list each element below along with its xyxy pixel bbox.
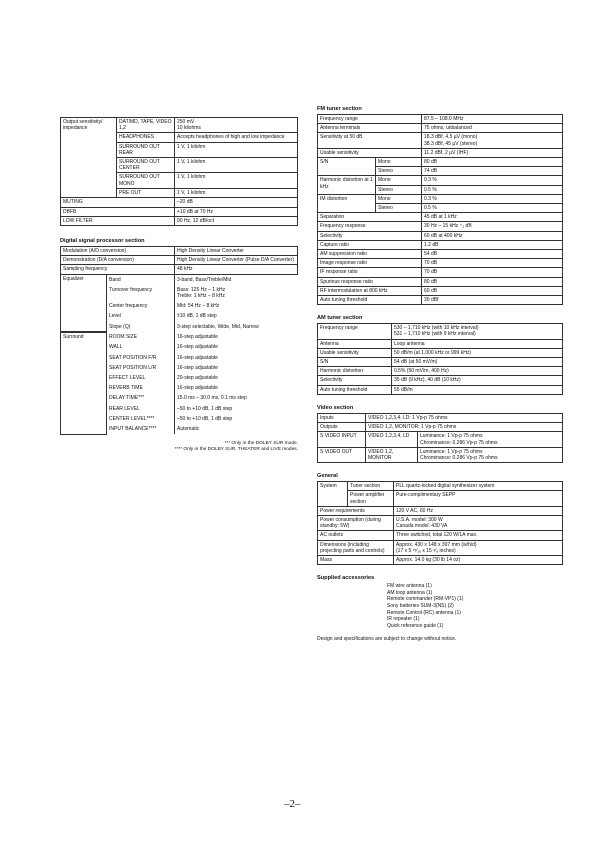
table-row xyxy=(318,367,563,376)
spec-label: S/N xyxy=(318,158,376,176)
spec-label: Modulation (A/D conversion) xyxy=(61,247,175,256)
spec-sub-label: Mono xyxy=(376,158,422,167)
spec-value: VIDEO 1,2, MONITOR: 1 Vp-p 75 ohms xyxy=(366,423,563,432)
spec-value: 54 dB xyxy=(422,250,563,259)
spec-value: 48 kHz xyxy=(175,265,298,274)
spec-label: Auto tuning threshold xyxy=(318,385,392,394)
spec-label: IF response ratio xyxy=(318,268,422,277)
spec-label: S/N xyxy=(318,358,392,367)
spec-label: Spurious response ratio xyxy=(318,277,422,286)
general-section-title: General xyxy=(317,473,338,480)
accessory-item: Remote commander (RM-VP1) (1) xyxy=(387,596,464,603)
accessory-item: IR repeater (1) xyxy=(387,616,420,623)
table-row xyxy=(318,385,563,394)
table-row xyxy=(318,296,563,305)
spec-label: MUTING xyxy=(61,198,175,207)
spec-value: High Density Linear Converter (Pulse D/A Converter) xyxy=(175,256,298,265)
spec-sub-label: Center frequency xyxy=(109,303,148,310)
table-row xyxy=(318,277,563,286)
spec-label: S VIDEO INPUT xyxy=(318,432,366,447)
spec-value: 50 dB/m (at 1,000 kHz or 999 kHz) xyxy=(392,348,563,357)
spec-label: Capture ratio xyxy=(318,240,422,249)
spec-label: Harmonic distortion xyxy=(318,367,392,376)
spec-value: Mid: 54 Hz – 8 kHz xyxy=(175,301,299,311)
spec-value: 16-step adjustable xyxy=(175,332,299,342)
spec-value: 54 dB (at 50 mV/m) xyxy=(392,358,563,367)
table-row xyxy=(61,256,298,265)
spec-value: 70 dB xyxy=(422,268,563,277)
dsp-table xyxy=(60,246,298,275)
spec-value: –50 to +10 dB, 1 dB step xyxy=(175,404,299,414)
table-row xyxy=(61,265,298,274)
table-row xyxy=(61,275,299,285)
equalizer-label: Equalizer xyxy=(61,275,107,332)
spec-label: Sensitivity at 50 dB xyxy=(318,133,422,148)
spec-value: –20 dB xyxy=(175,198,298,207)
video-section-title: Video section xyxy=(317,404,354,411)
table-row xyxy=(318,240,563,249)
spec-value: 16-step adjustable xyxy=(175,342,299,352)
fm-section-title: FM tuner section xyxy=(317,106,362,112)
table-row xyxy=(61,247,298,256)
spec-value: 1 V, 1 kilohm xyxy=(175,173,298,188)
accessory-item: Sony batteries SUM-3(NS) (2) xyxy=(387,602,454,609)
fm-table xyxy=(317,114,563,305)
table-row xyxy=(318,413,563,422)
spec-sub-label: Stereo xyxy=(376,167,422,176)
am-table xyxy=(317,323,563,395)
spec-sub-label: SURROUND OUT CENTER xyxy=(117,158,175,173)
accessories-title: Supplied accessories xyxy=(317,575,375,582)
spec-value: Automatic xyxy=(175,424,299,434)
table-row xyxy=(61,216,298,225)
dsp-section-title: Digital signal processor section xyxy=(60,238,145,245)
right-column xyxy=(317,106,563,642)
table-row xyxy=(318,324,563,339)
spec-value: 55 dB/m xyxy=(392,385,563,394)
page-number: –2– xyxy=(284,798,301,810)
table-row xyxy=(318,158,563,167)
table-row xyxy=(318,491,563,506)
video-table xyxy=(317,413,563,463)
spec-value: 20-step adjustable xyxy=(175,373,299,383)
spec-sub-label: ROOM SIZE xyxy=(109,334,138,341)
table-row xyxy=(318,222,563,231)
spec-sub-label: Level xyxy=(109,313,121,320)
accessory-item: Quick reference guide (1) xyxy=(387,622,444,629)
table-row xyxy=(318,348,563,357)
table-row xyxy=(318,231,563,240)
spec-value: 60 dB xyxy=(422,286,563,295)
spec-sub-label: SEAT POSITION L/R xyxy=(109,364,157,371)
spec-value: 1 V, 1 kilohm xyxy=(175,142,298,157)
accessories-list xyxy=(387,583,563,629)
spec-sub-label: VIDEO 1,2,3,4, LD xyxy=(366,432,418,447)
spec-label: Mass xyxy=(318,555,394,564)
spec-label: RF intermodulation at 800 kHz xyxy=(318,286,422,295)
surround-table xyxy=(60,332,298,435)
spec-value: 87.5 – 108.0 MHz xyxy=(422,115,563,124)
spec-value: 16-step adjustable xyxy=(175,383,299,393)
spec-label: Dimensions (including projecting parts and controls) xyxy=(318,540,394,555)
spec-value: 75 ohms, unbalanced xyxy=(422,124,563,133)
spec-sub-label: CENTER LEVEL**** xyxy=(109,415,155,422)
am-section-title: AM tuner section xyxy=(317,315,363,322)
spec-sub-label: REAR LEVEL xyxy=(109,405,140,412)
spec-value: +10 dB at 70 Hz xyxy=(175,207,298,216)
spec-value: 90 Hz, 12 dB/oct xyxy=(175,216,298,225)
spec-label: Demonstration (D/A conversion) xyxy=(61,256,175,265)
spec-label: S VIDEO OUT xyxy=(318,447,366,462)
spec-label: Antenna xyxy=(318,339,392,348)
spec-label: Power requirements xyxy=(318,506,394,515)
spec-sub-label: Power amplifier section xyxy=(348,491,394,506)
spec-sub-label: Turnover frequency xyxy=(109,286,153,293)
table-row xyxy=(61,198,298,207)
table-row xyxy=(318,194,563,203)
spec-sub-label: Band xyxy=(109,276,121,283)
table-row xyxy=(318,213,563,222)
spec-value: Bass: 125 Hz – 1 kHz Treble: 1 kHz – 8 kHz xyxy=(175,285,299,301)
spec-value: ±10 dB, 1 dB step xyxy=(175,311,299,321)
spec-label: LOW FILTER xyxy=(61,216,175,225)
table-row xyxy=(318,540,563,555)
spec-label: Frequency range xyxy=(318,324,392,339)
table-row xyxy=(318,482,563,491)
spec-value: 1.2 dB xyxy=(422,240,563,249)
spec-label: Harmonic distortion at 1 kHz xyxy=(318,176,376,194)
spec-sub-label: INPUT BALANCE**** xyxy=(109,426,157,433)
spec-value: 120 V AC, 60 Hz xyxy=(394,506,563,515)
spec-label: Antenna terminals xyxy=(318,124,422,133)
spec-value: Pure-complimentary SEPP xyxy=(394,491,563,506)
spec-sub-label: Stereo xyxy=(376,185,422,194)
table-row xyxy=(318,376,563,385)
spec-value: 0.5 % xyxy=(422,204,563,213)
spec-value: 530 – 1,710 kHz (with 10 kHz interval) 531 – 1,710 kHz (with 9 kHz interval) xyxy=(392,324,563,339)
table-row xyxy=(318,423,563,432)
accessory-item: AM loop antenna (1) xyxy=(387,589,433,596)
disclaimer: Design and specifications are subject to change without notice. xyxy=(317,636,457,643)
spec-sub-label: WALL xyxy=(109,344,123,351)
left-column xyxy=(60,117,298,454)
table-row xyxy=(318,250,563,259)
spec-sub-label: DELAY TIME*** xyxy=(109,395,145,402)
spec-sub-label: Mono xyxy=(376,176,422,185)
spec-label: Usable sensitivity xyxy=(318,148,422,157)
spec-value: 45 dB at 1 kHz xyxy=(422,213,563,222)
spec-label: Auto tuning threshold xyxy=(318,296,422,305)
spec-value: U.S.A. model: 300 W Canada model: 430 VA xyxy=(394,515,563,530)
output-label: Output sensitivity/ impedance xyxy=(61,118,117,198)
spec-value: 60 dB at 400 kHz xyxy=(422,231,563,240)
spec-value: VIDEO 1,2,3,4, LD: 1 Vp-p 75 ohms xyxy=(366,413,563,422)
table-row xyxy=(318,115,563,124)
spec-value: Approx. 14.0 kg (30 lb 14 oz) xyxy=(394,555,563,564)
spec-value: –50 to +10 dB, 1 dB step xyxy=(175,414,299,424)
footnote-dolby-modes: **** Only in the DOLBY SUR, THEATER and LIVE modes. xyxy=(174,447,298,453)
table-row xyxy=(318,124,563,133)
spec-label: Image response ratio xyxy=(318,259,422,268)
spec-value: PLL quartz-locked digital synthesizer system xyxy=(394,482,563,491)
spec-value: 16-step adjustable xyxy=(175,363,299,373)
spec-value: 35 dB (9 kHz), 40 dB (10 kHz) xyxy=(392,376,563,385)
table-row xyxy=(318,515,563,530)
table-row xyxy=(318,555,563,564)
table-row xyxy=(318,286,563,295)
output-table xyxy=(60,117,298,198)
spec-sub-label: Tuner section xyxy=(348,482,394,491)
table-row xyxy=(318,432,563,447)
spec-label: Frequency response xyxy=(318,222,422,231)
spec-sub-label: REVERB TIME xyxy=(109,385,143,392)
table-row xyxy=(318,447,563,462)
spec-sub-label: DAT/MD, TAPE, VIDEO 1,2 xyxy=(117,118,175,133)
spec-label: DBFB xyxy=(61,207,175,216)
surround-label: Surround xyxy=(61,332,107,434)
spec-label: Selectivity xyxy=(318,231,422,240)
table-row xyxy=(61,118,298,133)
spec-value: Approx. 430 x 148 x 397 mm (w/h/d) (17 x 5 ¹⁵⁄₁₆ x 15 ⁵⁄₈ inches) xyxy=(394,540,563,555)
spec-value: High Density Linear Converter xyxy=(175,247,298,256)
spec-value: 1 V, 1 kilohm xyxy=(175,158,298,173)
spec-value: 18.3 dBf, 4.5 µV (mono) 38.3 dBf, 45 µV (stereo) xyxy=(422,133,563,148)
general-table xyxy=(317,481,563,565)
accessory-item: Remote Control (RC) antenna (1) xyxy=(387,609,461,616)
spec-label: Sampling frequency xyxy=(61,265,175,274)
spec-value: Loop antenna xyxy=(392,339,563,348)
spec-value: 250 mV 10 kilohms xyxy=(175,118,298,133)
spec-label: Frequency range xyxy=(318,115,422,124)
spec-sub-label: SURROUND OUT MONO xyxy=(117,173,175,188)
system-label: System xyxy=(318,482,348,507)
spec-label: Power consumption (during standby: 5W) xyxy=(318,515,394,530)
spec-value: 0.3 % xyxy=(422,176,563,185)
spec-value: 70 dB xyxy=(422,259,563,268)
table-row xyxy=(318,339,563,348)
table-row xyxy=(318,268,563,277)
accessory-item: FM wire antenna (1) xyxy=(387,583,432,590)
spec-label: AC outlets xyxy=(318,531,394,540)
spec-value: 30 dBf xyxy=(422,296,563,305)
spec-value: 3-step selectable, Wide, Mid, Narrow xyxy=(175,322,299,332)
spec-sub-label: EFFECT LEVEL xyxy=(109,375,146,381)
spec-value: 74 dB xyxy=(422,167,563,176)
spec-label: Separation xyxy=(318,213,422,222)
spec-value: 15.0 ms – 30.0 ms, 0.1 ms step xyxy=(175,393,299,403)
spec-value: Luminance: 1 Vp-p 75 ohms Chrominance: 0.286 Vp-p 75 ohms xyxy=(418,432,563,447)
table-row xyxy=(318,259,563,268)
spec-sub-label: VIDEO 1,2, MONITOR xyxy=(366,447,418,462)
spec-label: AM suppression ratio xyxy=(318,250,422,259)
spec-sub-label: Mono xyxy=(376,194,422,203)
spec-value: 16-step adjustable xyxy=(175,353,299,363)
spec-value: 11.2 dBf, 2 µV (IHF) xyxy=(422,148,563,157)
spec-value: 0.5% (50 mV/m, 400 Hz) xyxy=(392,367,563,376)
spec-value: Accepts headphones of high and low impedance xyxy=(175,133,298,142)
spec-sub-label: SEAT POSITION F/R xyxy=(109,354,157,361)
spec-sub-label: HEADPHONES xyxy=(117,133,175,142)
spec-value: 30 Hz – 15 kHz ⁺₂ dB xyxy=(422,222,563,231)
spec-value: 0.5 % xyxy=(422,185,563,194)
spec-value: 3-band, Bass/Treble/Mid xyxy=(175,275,299,285)
table-row xyxy=(318,531,563,540)
spec-value: Three switched, total 120 W/1A max. xyxy=(394,531,563,540)
spec-sub-label: SURROUND OUT REAR xyxy=(117,142,175,157)
spec-value: 80 dB xyxy=(422,277,563,286)
table-row xyxy=(61,332,299,342)
spec-label: Outputs xyxy=(318,423,366,432)
output-extra-table xyxy=(60,197,298,226)
table-row xyxy=(318,148,563,157)
table-row xyxy=(318,358,563,367)
spec-sub-label: Stereo xyxy=(376,204,422,213)
table-row xyxy=(318,133,563,148)
spec-label: Selectivity xyxy=(318,376,392,385)
spec-label: Usable sensitivity xyxy=(318,348,392,357)
table-row xyxy=(318,506,563,515)
spec-value: 1 V, 1 kilohm xyxy=(175,188,298,197)
spec-value: 0.3 % xyxy=(422,194,563,203)
spec-sub-label: Slope (Q) xyxy=(109,323,131,330)
spec-label: Inputs xyxy=(318,413,366,422)
table-row xyxy=(61,207,298,216)
spec-label: IM distortion xyxy=(318,194,376,212)
equalizer-table xyxy=(60,274,298,332)
spec-value: 80 dB xyxy=(422,158,563,167)
spec-sub-label: PRE OUT xyxy=(117,188,175,197)
table-row xyxy=(318,176,563,185)
footnote-dolby-sur: *** Only in the DOLBY SUR mode. xyxy=(224,440,298,446)
spec-value: Luminance: 1 Vp-p 75 ohms Chrominance: 0.286 Vp-p 75 ohms xyxy=(418,447,563,462)
